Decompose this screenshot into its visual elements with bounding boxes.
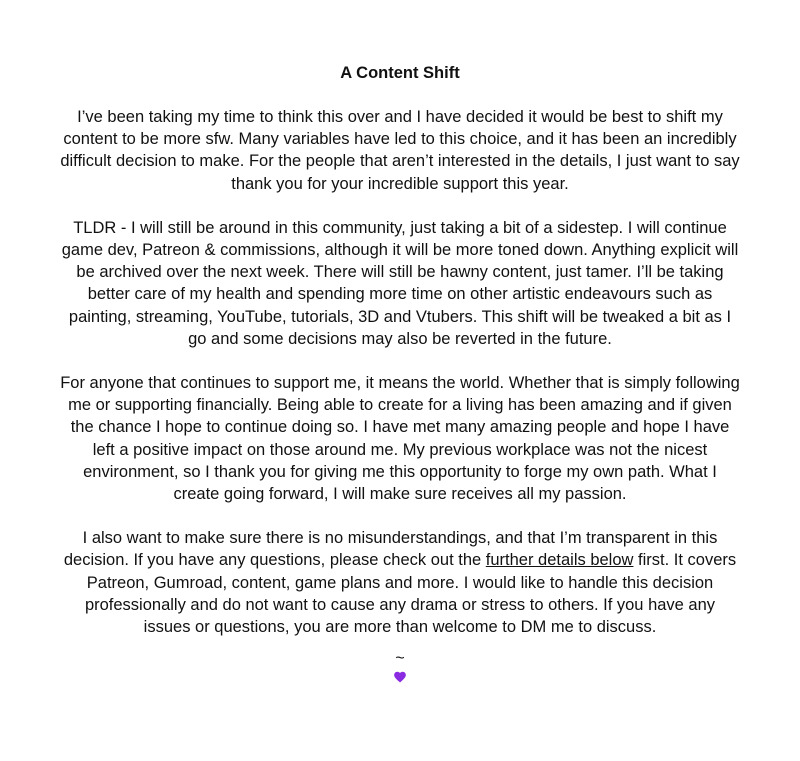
paragraph-intro: I’ve been taking my time to think this over and I have decided it would be best to shift my content to be more sfw. Many variables have led to this choice, and it has been an incredibly difficult decision to make. For the people that aren’t interested in the details, I just want to say thank you for your incredible support this year. (60, 108, 740, 193)
further-details-link[interactable]: further details below (485, 551, 634, 570)
paragraph-support: For anyone that continues to support me, it means the world. Whether that is simply following me or supporting financially. Being able to create for a living has been amazing and if given the chance I hope to continue doing so. I have met many amazing people and hope I have left a positive impact on those around me. My previous workplace was not the nicest environment, so I thank you for giving me this opportunity to forge my own path. What I create going forward, I will make sure receives all my passion. (60, 374, 740, 504)
document-title: A Content Shift (340, 64, 460, 82)
tilde-separator: ~ (395, 650, 405, 668)
purple-heart-icon (393, 670, 407, 684)
paragraph-questions-text-before: I also want to make sure there is no misunderstandings, and that I’m transparent in this decision. If you have any questions, please check out the (63, 529, 718, 570)
paragraph-questions (60, 527, 740, 638)
paragraph-questions-text-after: first. It covers Patreon, Gumroad, content, game plans and more. I would like to handle this decision professionally and do not want to cause any drama or stress to others. If you have any issues or questions, you are more than welcome to DM me to discuss. (84, 551, 737, 637)
paragraph-tldr: TLDR - I will still be around in this community, just taking a bit of a sidestep. I will continue game dev, Patreon & commissions, although it will be more toned down. Anything explicit will be archived over the next week. There will still be hawny content, just tamer. I’ll be taking better care of my health and spending more time on other artistic endeavours such as painting, streaming, YouTube, tutorials, 3D and Vtubers. This shift will be tweaked a bit as I go and some decisions may also be reverted in the future. (61, 218, 739, 348)
